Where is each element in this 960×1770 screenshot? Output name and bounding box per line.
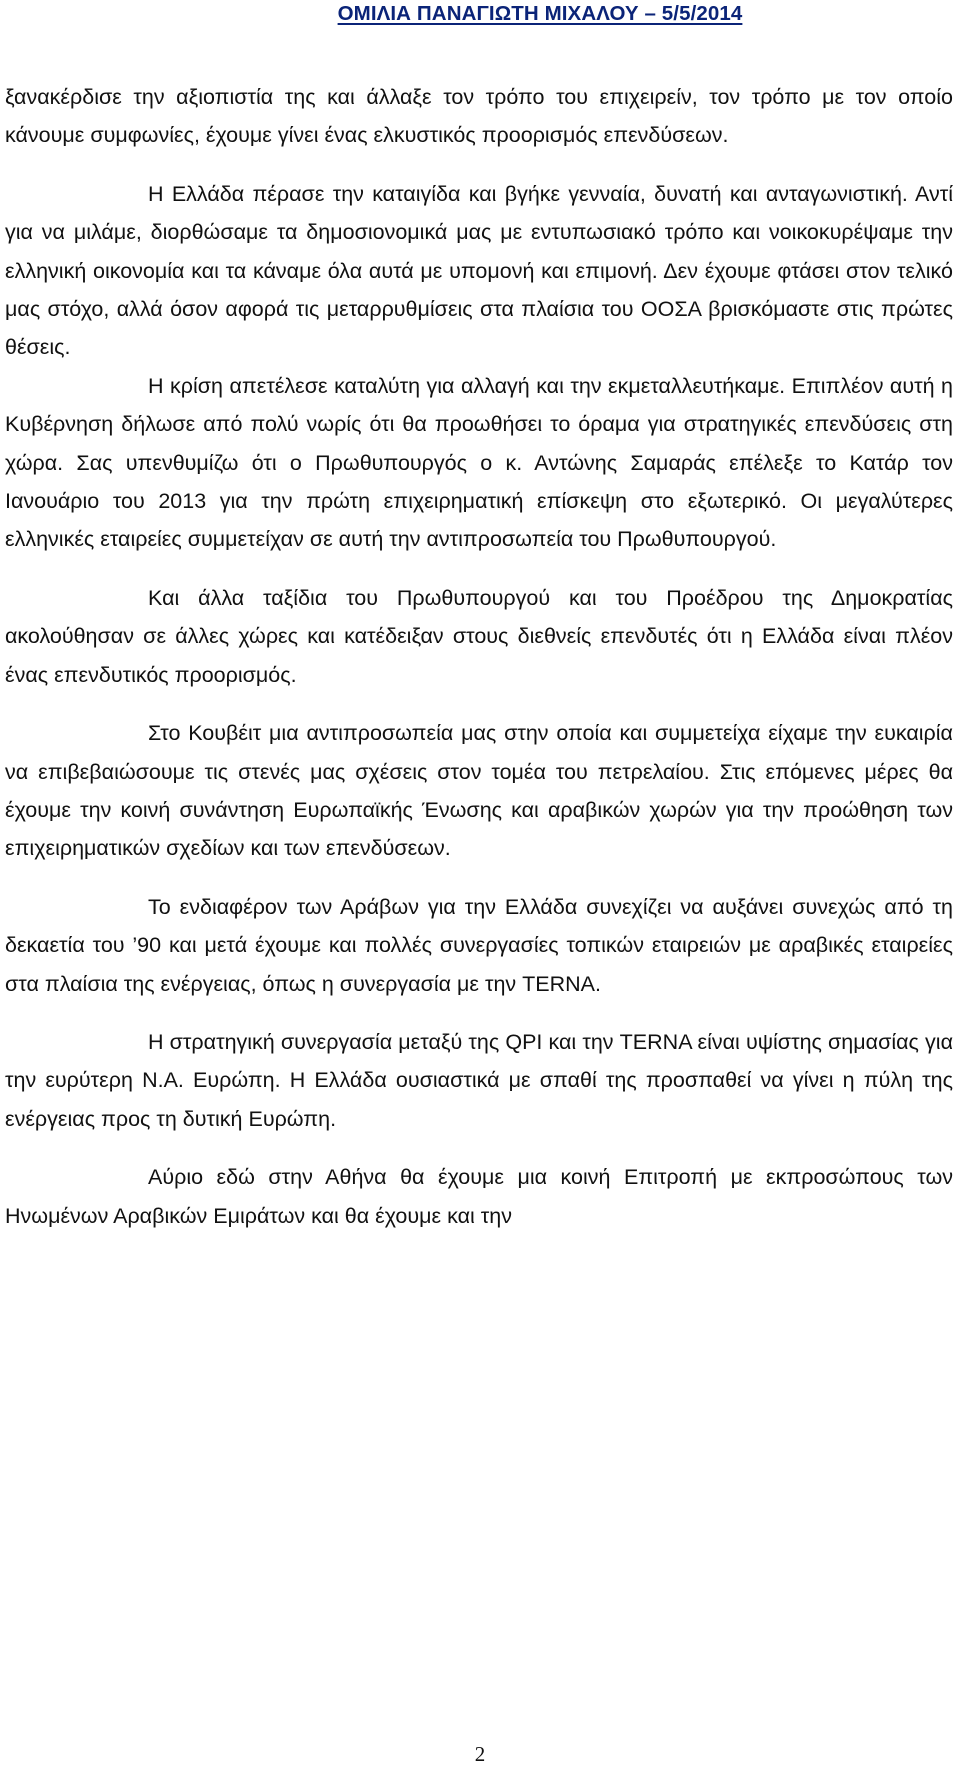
page-header xyxy=(0,0,960,26)
page-number: 2 xyxy=(474,1742,486,1766)
paragraph-greece-storm: Η Ελλάδα πέρασε την καταιγίδα και βγήκε γενναία, δυνατή και ανταγωνιστική. Αντί για να μιλάμε, διορθώσαμε τα δημοσιονομικά μας με εντυπωσιακό τρόπο και νοικοκυρέψαμε την ελληνική οικονομία και τα κάναμε όλα αυτά με υπομονή και επιμονή. Δεν έχουμε φτάσει στον τελικό μας στόχο, αλλά όσον αφορά τις μεταρρυθμίσεις στα πλαίσια του ΟΟΣΑ βρισκόμαστε στις πρώτες θέσεις. xyxy=(5,181,953,360)
header-title: ΟΜΙΛΙΑ ΠΑΝΑΓΙΩΤΗ ΜΙΧΑΛΟΥ – 5/5/2014 xyxy=(337,2,743,25)
paragraph-arab-interest: Το ενδιαφέρον των Αράβων για την Ελλάδα συνεχίζει να αυξάνει συνεχώς από τη δεκαετία του ’90 και μετά έχουμε και πολλές συνεργασίες τοπικών εταιρειών με αραβικές εταιρείες στα πλαίσια της ενέργειας, όπως η συνεργασία με την TERNA. xyxy=(5,894,953,996)
document-body xyxy=(5,78,953,1235)
paragraph-tomorrow-athens: Αύριο εδώ στην Αθήνα θα έχουμε μια κοινή Επιτροπή με εκπροσώπους των Ηνωμένων Αραβικών Εμιράτων και θα έχουμε και την xyxy=(5,1165,953,1228)
paragraph-qpi-terna: Η στρατηγική συνεργασία μεταξύ της QPI και την TERNA είναι υψίστης σημασίας για την ευρύτερη Ν.Α. Ευρώπη. Η Ελλάδα ουσιαστικά με σπαθί της προσπαθεί να γίνει η πύλη της ενέργειας προς τη δυτική Ευρώπη. xyxy=(5,1029,953,1131)
paragraph-crisis-catalyst: Η κρίση απετέλεσε καταλύτη για αλλαγή και την εκμεταλλευτήκαμε. Επιπλέον αυτή η Κυβέρνηση δήλωσε από πολύ νωρίς ότι θα προωθήσει το όραμα για στρατηγικές επενδύσεις στη χώρα. Σας υπενθυμίζω ότι ο Πρωθυπουργός ο κ. Αντώνης Σαμαράς επέλεξε το Κατάρ τον Ιανουάριο του 2013 για την πρώτη επιχειρηματική επίσκεψη στο εξωτερικό. Οι μεγαλύτερες ελληνικές εταιρείες συμμετείχαν σε αυτή την αντιπροσωπεία του Πρωθυπουργού. xyxy=(5,373,953,552)
paragraph-continuation: ξανακέρδισε την αξιοπιστία της και άλλαξε τον τρόπο του επιχειρείν, τον τρόπο με τον οποίο κάνουμε συμφωνίες, έχουμε γίνει ένας ελκυστικός προορισμός επενδύσεων. xyxy=(5,85,953,148)
paragraph-other-trips: Και άλλα ταξίδια του Πρωθυπουργού και του Προέδρου της Δημοκρατίας ακολούθησαν σε άλλες χώρες και κατέδειξαν στους διεθνείς επενδυτές ότι η Ελλάδα είναι πλέον ένας επενδυτικός προορισμός. xyxy=(5,585,953,687)
paragraph-kuwait: Στο Κουβέιτ μια αντιπροσωπεία μας στην οποία και συμμετείχα είχαμε την ευκαιρία να επιβεβαιώσουμε τις στενές μας σχέσεις στον τομέα του πετρελαίου. Στις επόμενες μέρες θα έχουμε την κοινή συνάντηση Ευρωπαϊκής Ένωσης και αραβικών χωρών για την προώθηση των επιχειρηματικών σχεδίων και των επενδύσεων. xyxy=(5,721,953,861)
